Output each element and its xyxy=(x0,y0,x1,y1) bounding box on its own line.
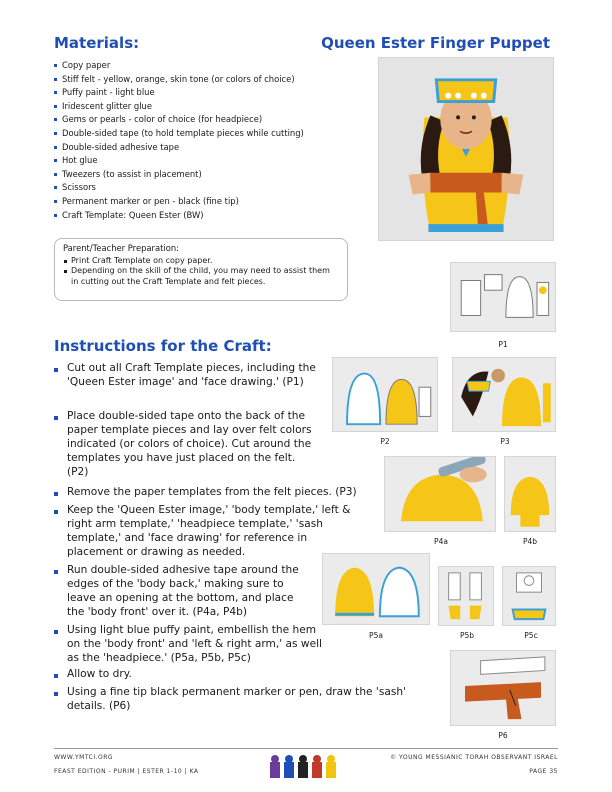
photo-p5c xyxy=(502,566,556,626)
list-item: Stiff felt - yellow, orange, skin tone (or colors of choice) xyxy=(54,73,364,87)
caption-p4b: P4b xyxy=(522,537,538,546)
figures-logo-icon xyxy=(268,752,344,780)
felt-pieces-image xyxy=(453,358,555,431)
assembled-body-image xyxy=(505,457,555,531)
materials-list xyxy=(54,59,364,222)
puppet-photo xyxy=(378,57,554,241)
photo-p4b xyxy=(504,456,556,532)
photo-p4a xyxy=(384,456,496,532)
step-item: Remove the paper templates from the felt pieces. (P3) xyxy=(54,486,397,500)
step-item: Using a fine tip black permanent marker or pen, draw the 'sash' details. (P6) xyxy=(54,686,417,714)
photo-p6 xyxy=(450,650,556,726)
footer-website: WWW.YMTCI.ORG xyxy=(54,754,114,761)
list-item: Puffy paint - light blue xyxy=(54,86,364,100)
caption-p3: P3 xyxy=(500,437,510,446)
step-item: Run double-sided adhesive tape around the edges of the 'body back,' making sure to leave an opening at the bottom, and place the 'body front' over it. (P4a, P4b) xyxy=(54,564,303,620)
painted-headpiece-image xyxy=(503,567,555,625)
painted-body-image xyxy=(323,554,429,624)
photo-p3 xyxy=(452,357,556,432)
photo-p5b xyxy=(438,566,494,626)
list-item: Scissors xyxy=(54,181,364,195)
footer-logo xyxy=(268,752,344,780)
caption-p5c: P5c xyxy=(524,631,538,640)
instructions-heading: Instructions for the Craft: xyxy=(54,337,272,355)
list-item: Craft Template: Queen Ester (BW) xyxy=(54,209,364,223)
photo-p2 xyxy=(332,357,438,432)
painted-arms-image xyxy=(439,567,493,625)
list-item: Print Craft Template on copy paper. xyxy=(63,256,339,266)
footer-divider xyxy=(54,748,558,749)
list-item: Copy paper xyxy=(54,59,364,73)
caption-p4a: P4a xyxy=(434,537,448,546)
caption-p5a: P5a xyxy=(369,631,383,640)
list-item: Permanent marker or pen - black (fine tip) xyxy=(54,195,364,209)
list-item: Tweezers (to assist in placement) xyxy=(54,168,364,182)
photo-p5a xyxy=(322,553,430,625)
footer-copyright: © YOUNG MESSIANIC TORAH OBSERVANT ISRAEL xyxy=(390,754,558,761)
footer-edition: FEAST EDITION - PURIM | ESTER 1-10 | KA xyxy=(54,768,199,775)
puppet-title: Queen Ester Finger Puppet xyxy=(321,34,550,52)
taped-felt-pieces-image xyxy=(333,358,437,431)
list-item: Hot glue xyxy=(54,154,364,168)
step-item: Allow to dry. xyxy=(54,668,287,682)
tape-on-body-image xyxy=(385,457,495,531)
list-item: Double-sided adhesive tape xyxy=(54,141,364,155)
step-item: Using light blue puffy paint, embellish the hem on the 'body front' and 'left & right arm,' as well as the 'headpiece.' (P5a, P5b, P5c) xyxy=(54,624,327,666)
prep-title: Parent/Teacher Preparation: xyxy=(63,243,179,253)
caption-p5b: P5b xyxy=(459,631,475,640)
step-item: Cut out all Craft Template pieces, including the 'Queen Ester image' and 'face drawing.' (P1) xyxy=(54,362,317,390)
sash-details-image xyxy=(451,651,555,725)
caption-p2: P2 xyxy=(380,437,390,446)
step-item: Keep the 'Queen Ester image,' 'body template,' left & right arm template,' 'headpiece template,' 'sash template,' and 'face drawing' for reference in placement or drawing as needed. xyxy=(54,504,357,560)
queen-ester-puppet-image xyxy=(379,58,553,240)
caption-p1: P1 xyxy=(498,340,508,349)
list-item: Iridescent glitter glue xyxy=(54,100,364,114)
step-item: Place double-sided tape onto the back of the paper template pieces and lay over felt colors indicated (or colors of choice). Cut around the templates you have just placed on the felt. (P2) xyxy=(54,410,317,480)
template-pieces-image xyxy=(451,263,555,331)
list-item: Gems or pearls - color of choice (for headpiece) xyxy=(54,113,364,127)
prep-list xyxy=(63,256,339,287)
photo-p1 xyxy=(450,262,556,332)
prep-box xyxy=(54,238,348,301)
materials-heading: Materials: xyxy=(54,34,140,52)
footer-page-number: PAGE 35 xyxy=(529,768,558,775)
list-item: Double-sided tape (to hold template pieces while cutting) xyxy=(54,127,364,141)
caption-p6: P6 xyxy=(498,731,508,740)
list-item: Depending on the skill of the child, you may need to assist them in cutting out the Craft Template and felt pieces. xyxy=(63,266,339,287)
